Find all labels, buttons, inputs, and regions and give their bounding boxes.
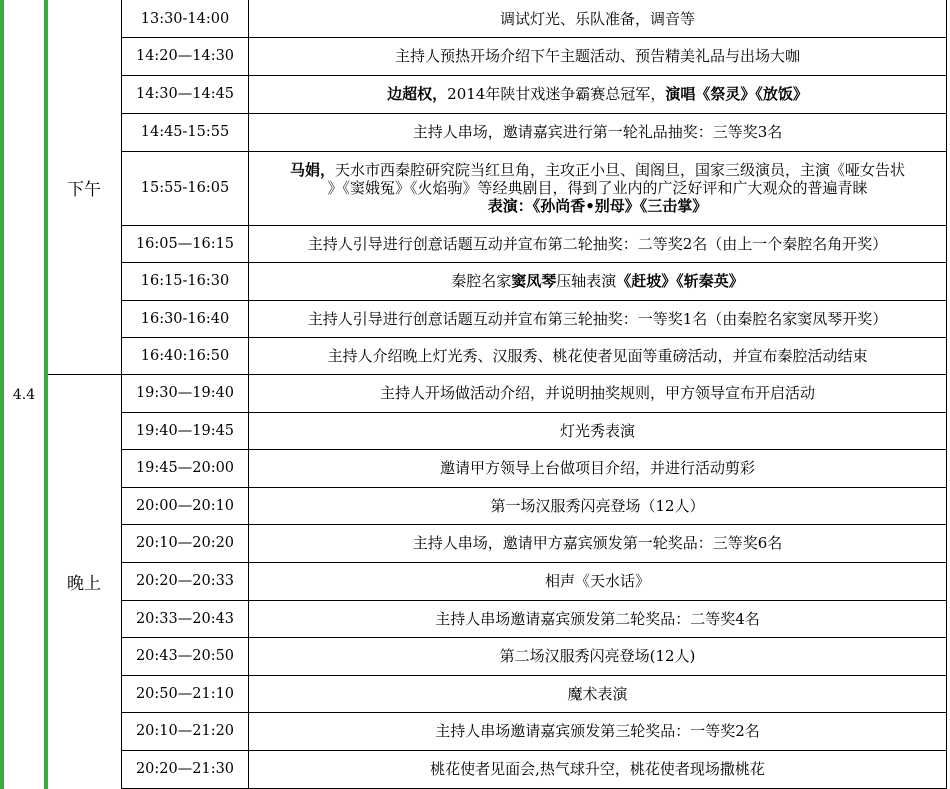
text: 桃花使者见面会,热气球升空，桃花使者现场撒桃花 (430, 760, 765, 778)
description-cell (249, 113, 946, 151)
time-cell: 20:20—21:30 (135, 761, 235, 777)
description-line (249, 179, 946, 197)
text: 主持人串场邀请嘉宾颁发第二轮奖品：二等奖4名 (435, 609, 760, 628)
description-cell (249, 225, 946, 262)
date-cell: 4.4 (12, 386, 36, 403)
time-cell: 16:40:16:50 (140, 347, 230, 364)
text: 邀请甲方领导上台做项目介绍，并进行活动剪彩 (439, 459, 755, 477)
bold-text: 马娟， (289, 161, 335, 179)
description-cell (249, 675, 946, 712)
description-line (249, 197, 946, 215)
text: 》《窦娥冤》《火焰驹》等经典剧目，得到了业内的广泛好评和广大观众的普遍青睐 (327, 179, 868, 197)
text: 秦腔名家 (451, 272, 512, 290)
time-cell: 19:30—19:40 (135, 385, 235, 401)
description-cell (249, 0, 946, 37)
time-cell: 16:15-16:30 (140, 273, 230, 289)
description-cell (249, 300, 946, 337)
period-evening: 晚上 (67, 573, 101, 594)
description-cell (249, 449, 946, 487)
time-cell: 14:45-15:55 (140, 124, 230, 140)
time-cell: 19:45—20:00 (135, 460, 235, 476)
time-cell: 20:10—21:20 (135, 723, 235, 739)
period-afternoon: 下午 (67, 179, 101, 200)
text: 主持人介绍晚上灯光秀、汉服秀、桃花使者见面等重磅活动，并宣布秦腔活动结束 (327, 346, 868, 365)
description-cell (249, 262, 946, 300)
text: 主持人预热开场介绍下午主题活动、预告精美礼品与出场大咖 (394, 47, 800, 65)
text: 主持人引导进行创意话题互动并宣布第二轮抽奖：二等奖2名（由上一个秦腔名角开奖） (307, 234, 888, 253)
time-cell: 15:55-16:05 (140, 180, 230, 196)
description-cell (249, 712, 946, 750)
text: 魔术表演 (567, 684, 628, 703)
description-cell (249, 337, 946, 374)
description-cell (249, 562, 946, 600)
description-cell (249, 750, 946, 788)
time-cell: 20:20—20:33 (135, 573, 235, 589)
bold-text: 表演：《孙尚香•别母》《三击掌》 (487, 197, 708, 215)
time-cell: 20:50—21:10 (135, 685, 235, 702)
time-cell: 20:10—20:20 (135, 535, 235, 551)
time-cell: 16:05—16:15 (135, 235, 235, 252)
text: 第二场汉服秀闪亮登场(12人) (499, 647, 696, 665)
text: 主持人引导进行创意话题互动并宣布第三轮抽奖：一等奖1名（由秦腔名家窦凤琴开奖） (307, 309, 888, 328)
text: 相声《天水话》 (544, 572, 650, 590)
time-cell: 20:33—20:43 (135, 610, 235, 627)
text: 2014年陕甘戏迷争霸赛总冠军， (447, 85, 666, 103)
text: 主持人串场，邀请嘉宾进行第一轮礼品抽奖：三等奖3名 (412, 123, 783, 141)
time-cell: 19:40—19:45 (135, 422, 235, 439)
time-cell: 13:30-14:00 (140, 10, 230, 27)
time-cell: 20:00—20:10 (135, 497, 235, 514)
description-cell (249, 487, 946, 524)
text: 灯光秀表演 (559, 421, 635, 440)
bold-text: 窦凤琴 (511, 272, 557, 290)
time-cell: 16:30-16:40 (140, 310, 230, 327)
text: 天水市西秦腔研究院当红旦角，主攻正小旦、闺阁旦，国家三级演员，主演《哑女告状 (335, 161, 906, 179)
text: 主持人开场做活动介绍，并说明抽奖规则，甲方领导宣布开启活动 (379, 384, 815, 402)
bold-text: 《赶坡》《斩秦英》 (616, 272, 744, 290)
text: 第一场汉服秀闪亮登场（12人） (490, 496, 705, 515)
text: 主持人串场，邀请甲方嘉宾颁发第一轮奖品：三等奖6名 (412, 534, 783, 552)
description-cell (249, 151, 946, 225)
description-cell (249, 637, 946, 675)
bold-text: 边超权， (387, 85, 448, 103)
description-cell (249, 374, 946, 412)
text: 调试灯光、乐队准备，调音等 (499, 9, 695, 28)
description-cell (249, 412, 946, 449)
time-cell: 20:43—20:50 (135, 648, 235, 664)
table-right-line (946, 0, 947, 789)
description-cell (249, 75, 946, 113)
description-cell (249, 37, 946, 75)
text: 主持人串场邀请嘉宾颁发第三轮奖品：一等奖2名 (435, 722, 760, 740)
bold-text: 演唱《祭灵》《放饭》 (665, 85, 808, 103)
time-cell: 14:30—14:45 (135, 86, 235, 102)
description-cell (249, 600, 946, 637)
time-cell: 14:20—14:30 (135, 48, 235, 64)
description-cell (249, 524, 946, 562)
text: 压轴表演 (556, 272, 617, 290)
description-line (249, 161, 946, 179)
